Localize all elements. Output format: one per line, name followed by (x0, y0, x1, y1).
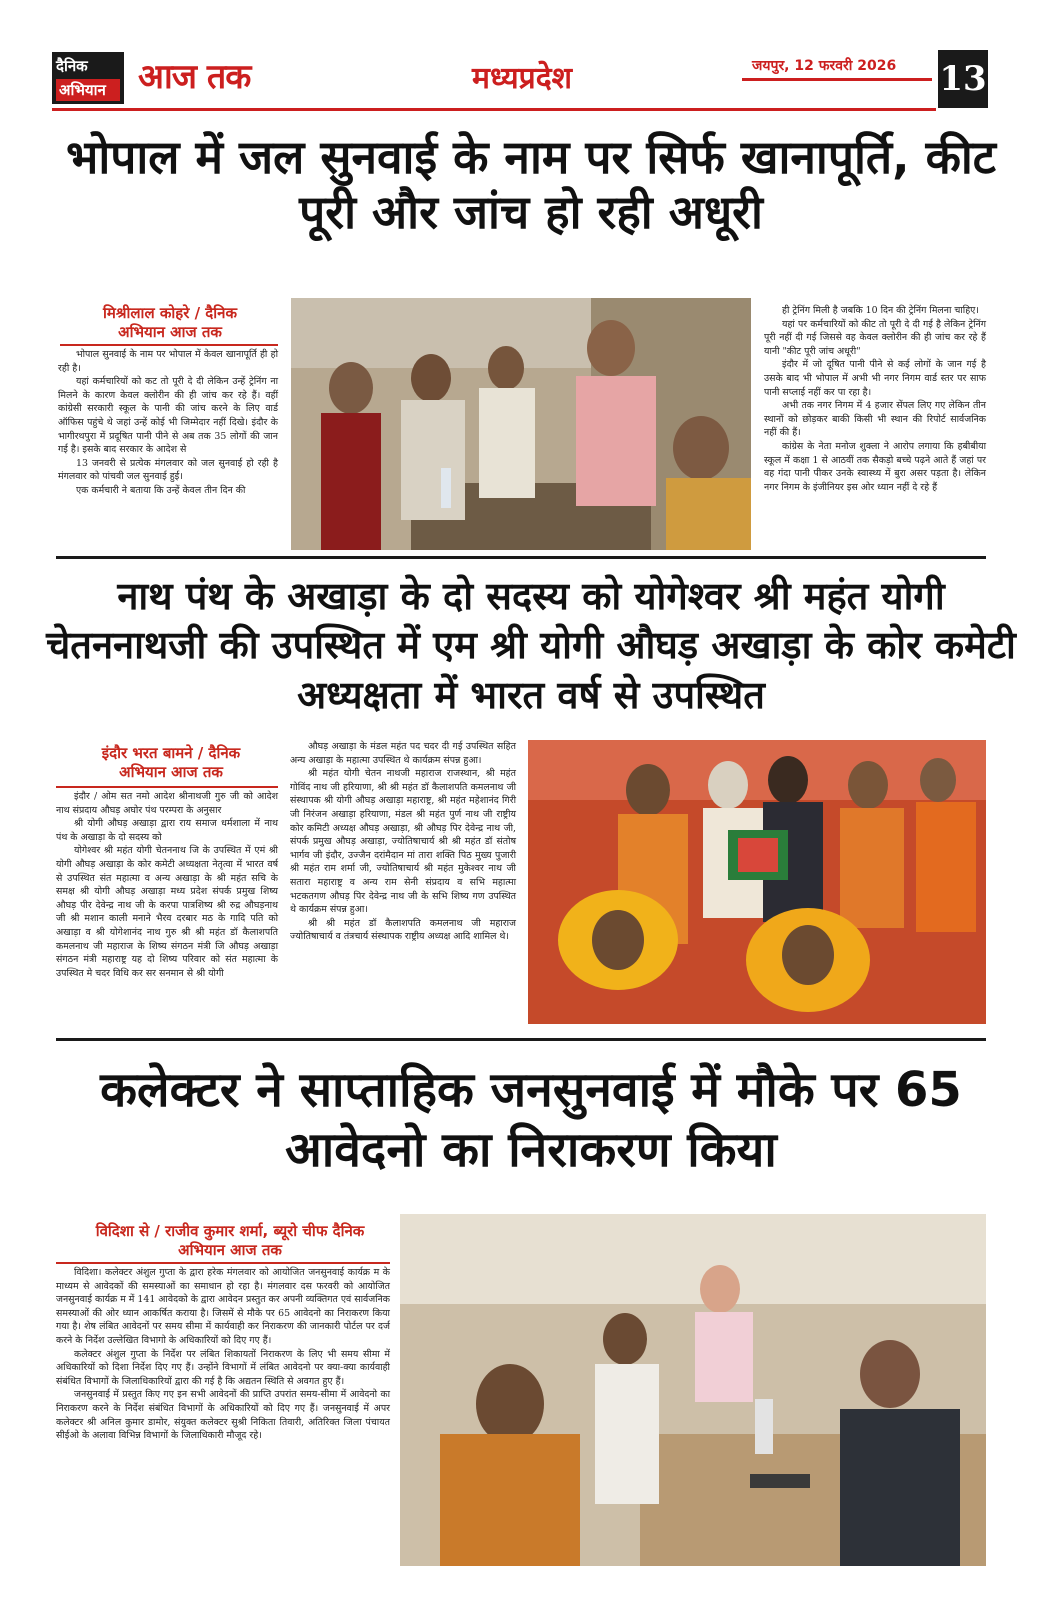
story3-byline: विदिशा से / राजीव कुमार शर्मा, ब्यूरो चीफ दैनिक अभियान आज तक (95, 1222, 365, 1259)
byline-rule (56, 1262, 390, 1264)
story2-left-column (56, 790, 278, 1030)
paragraph: जनसुनवाई में प्रस्तुत किए गए इन सभी आवेदनों की प्राप्ति उपरांत समय-सीमा में आवेदनो का निराकरण करने के निर्देश संबंधित विभागों के अधिकारियों को दिए गए हैं। जनसुनवाई में अपर कलेक्टर श्री अनिल कुमार डामोर, संयुक्त कलेक्टर सुश्री निकिता तिवारी, अतिरिक्त जिला पंचायत सीईओ के अलावा विभिन्न विभागों के जिलाधिकारी मौजूद रहे। (56, 1389, 390, 1442)
story3-headline: कलेक्टर ने साप्ताहिक जनसुनवाई में मौके पर 65 आवेदनो का निराकरण किया (100, 1062, 962, 1178)
paragraph: श्री श्री महंत डॉ कैलाशपति कमलनाथ जी महाराज ज्योतिषाचार्य व तंत्रचार्य संस्थापक राष्ट्रीय अध्यक्ष आदि शामिल थे। (290, 917, 516, 943)
story1-byline: मिश्रीलाल कोहरे / दैनिक अभियान आज तक (103, 304, 237, 341)
paragraph: इंदौर में जो दूषित पानी पीने से कई लोगों के जान गई है उसके बाद भी भोपाल में अभी भी नगर निगम वार्ड स्तर पर साफ पानी सप्लाई नहीं कर पा रहा है। (764, 359, 986, 398)
section-divider (56, 556, 986, 559)
brand-line2: अभियान (56, 79, 120, 101)
section-divider (56, 1038, 986, 1041)
paragraph: योगेश्वर श्री महंत योगी चेतननाथ जि के उपस्थित में एमं श्री योगी औघड़ अखाड़ा के कोर कमेटी अध्यक्षता नेतृत्वा में भारत वर्ष से उपस्थित संत महात्मा व अन्य अखाड़ा के श्री महंत सचि के समक्ष श्री योगी औघड़ अखाड़ा मध्य प्रदेश संपर्क प्रमुख शिष्य औघड़ पीर देवेन्द्र नाथ जी के करपा पात्रशिष्य श्री रुद्र औघड़नाथ जी श्री मशान काली मनाने भैरव दरबार मठ के गादि पति को अखाड़ा व श्री योगेशानंद नाथ गुरु श्री श्री महंत डॉ कैलाशपति कमलनाथ जी महाराज के शिष्य संगठन मंत्री जि औघड़ अखाड़ा संगठन मंत्री महाराष्ट्र यह दो शिष्य परिवार को संत महात्मा के उपस्थित मे चदर विधि कर सर सनमान से श्री योगी (56, 845, 278, 979)
paragraph: औघड़ अखाड़ा के मंडल महंत पद चदर दी गई उपस्थित सहित अन्य अखाड़ा के महात्मा उपस्थित थे कार्यक्रम संपन्न हुआ। (290, 741, 516, 766)
paragraph: एक कर्मचारी ने बताया कि उन्हें केवल तीन दिन की (76, 484, 246, 496)
masthead (52, 50, 988, 110)
story1-left-column (58, 348, 278, 548)
masthead-rule (52, 108, 936, 111)
paragraph: कांग्रेस के नेता मनोज शुक्ला ने आरोप लगाया कि हबीबीया स्कूल में कक्षा 1 से आठवीं तक सैकड़ो बच्चे पढ़ने आते हैं जहां पर वह गंदा पानी पीकर उनके स्वास्थ्य में बुरा असर पड़ता है। लेकिन नगर निगम के इंजीनियर इस ओर ध्यान नहीं दे रहे हैं (764, 440, 986, 493)
story2-headline: नाथ पंथ के अखाड़ा के दो सदस्य को योगेश्वर श्री महंत योगी चेतननाथजी की उपस्थित में एम श्री योगी औघड़ अखाड़ा के कोर कमेटी अध्यक्षता में भारत वर्ष से उपस्थित (46, 574, 1016, 717)
paragraph: श्री महंत योगी चेतन नाथजी महाराज राजस्थान, श्री महंत गोविंद नाथ जी हरियाणा, श्री श्री महंत डॉ कैलाशपति कमलनाथ जी संस्थापक श्री योगी औघड़ अखाड़ा महाराष्ट्र, श्री महंत महेशानंद गिरी जी निरंजन अखाड़ा हरियाणा, मंडल श्री महंत पुर्ण नाथ जी राष्ट्रीय कोर कमिटी अध्यक्ष औघड़ अखाड़ा, श्री औघड़ पिर देवेन्द्र नाथ जी, संपर्क प्रमुख औघड़ अखाड़ा, ज्योतिषाचार्य श्री श्री महंत डॉ संतोष भार्गव जी इंदौर, उज्जैन दरांमैदान मां तारा शक्ति पिठ मुख्य पुजारी श्री महंत राम शर्मा जी, ज्योतिषाचार्य श्री महंत मुकेश्वर नाथ जी सतारा महाराष्ट्र व अन्य राम सेनी संप्रदाय व सभि महात्मा भटकतगण औघड़ पिर देवेन्द्र नाथ जी के सभि शिष्य गण उपस्थित थे कार्यक्रम संपन्न हुआ। (290, 768, 516, 916)
paragraph: भोपाल सुनवाई के नाम पर भोपाल में केवल खानापूर्ति ही हो रही है। (58, 349, 278, 374)
story2-byline: इंदौर भरत बामने / दैनिक अभियान आज तक (101, 744, 241, 781)
brand-line1: दैनिक (56, 57, 88, 75)
paragraph: कलेक्टर अंशुल गुप्ता के निर्देश पर लंबित शिकायतों निराकरण के लिए भी समय सीमा में अधिकारियों को दिशा निर्देश दिए गए हैं। उन्होंने विभागों में लंबित आवेदनो पर क्या-क्या कार्यवाही संबंधित विभागों के जिलाधिकारियों द्वारा की गई है कि अद्यतन स्थिति से अवगत हुए हैं। (56, 1348, 390, 1387)
story1-right-column (764, 304, 986, 540)
paragraph: विदिशा। कलेक्टर अंशुल गुप्ता के द्वारा हरेक मंगलवार को आयोजित जनसुनवाई कार्यक्र म के माध्यम से आवेदकों की समस्याओं का समाधान हो रहा है। मंगलवार दस फरवरी को आयोजित जनसुनवाई कार्यक्र म में 141 आवेदको के द्वारा आवेदन प्रस्तुत कर अपनी व्यक्तिगत एवं सार्वजनिक समस्याओं की ओर ध्यान आकर्षित कराया है। जिसमें से मौके पर 65 आवेदनो का निराकरण किया गया है। शेष लंबित आवेदनों पर समय सीमा में कार्यवाही कर निराकरण की जानकारी पोर्टल पर दर्ज करने के निर्देश उल्लेखित विभागो के अधिकारियों को दिए गए हैं। (56, 1267, 390, 1346)
byline-rule (60, 344, 278, 346)
brand-logo: आज तक (138, 57, 251, 97)
story3-column (56, 1266, 390, 1516)
story2-middle-column (290, 740, 516, 1030)
story1-photo (291, 298, 751, 550)
paragraph: 13 जनवरी से प्रत्येक मंगलवार को जल सुनवाई हो रही है मंगलवार को पांचवी जल सुनवाई हुई। (58, 457, 278, 483)
paragraph: ही ट्रेनिंग मिली है जबकि 10 दिन की ट्रेनिंग मिलना चाहिए। (782, 305, 979, 316)
page-number: 13 (938, 50, 988, 108)
dateline: जयपुर, 12 फरवरी 2026 (752, 58, 897, 74)
paragraph: अभी तक नगर निगम में 4 हजार सेंपल लिए गए लेकिन तीन स्थानों को छोड़कर बाकी किसी भी स्थान की रिपोर्ट सार्वजनिक नहीं की हैं। (764, 400, 986, 439)
paragraph: श्री योगी औघड़ अखाड़ा द्वारा राय समाज धर्मशाला में नाथ पंथ के अखाड़ा के दो सदस्य को (56, 818, 278, 843)
brand-box (52, 52, 124, 104)
section-title: मध्यप्रदेश (472, 61, 573, 96)
paragraph: यहां कर्मचारियों को कट तो पूरी दे दी लेकिन उन्हें ट्रेनिंग ना मिलने के कारण केवल क्लोरीन की ही जांच कर रहे हैं। वहीं कांग्रेसी सरकारी स्कूल के पानी की जांच करने के लिए वार्ड ऑफिस पहुंचे थे जहां उन्हें कोई भी जिम्मेदार नहीं दिखे। इंदौर के भागीरथपुरा में प्रदूषित पानी पीने से अब तक 35 लोगों की जान गई है। इसके बाद सरकार के आदेश से (58, 376, 278, 456)
story1-headline: भोपाल में जल सुनवाई के नाम पर सिर्फ खानापूर्ति, कीट पूरी और जांच हो रही अधूरी (66, 130, 996, 240)
dateline-rule (742, 78, 932, 81)
story2-photo (528, 740, 986, 1024)
byline-rule (56, 786, 278, 788)
paragraph: इंदौर / ओम सत नमो आदेश श्रीनाथजी गुरु जी को आदेश नाथ संप्रदाय औघड़ अघोर पंथ परम्परा के अनुसार (56, 791, 278, 816)
paragraph: यहां पर कर्मचारियों को कीट तो पूरी दे दी गई है लेकिन ट्रेनिंग पूरी नहीं दी गई जिससे वह केवल क्लोरीन की ही जांच कर रहे हैं यानी "कीट पूरी जांच अधूरी" (764, 318, 986, 357)
story3-photo (400, 1214, 986, 1566)
